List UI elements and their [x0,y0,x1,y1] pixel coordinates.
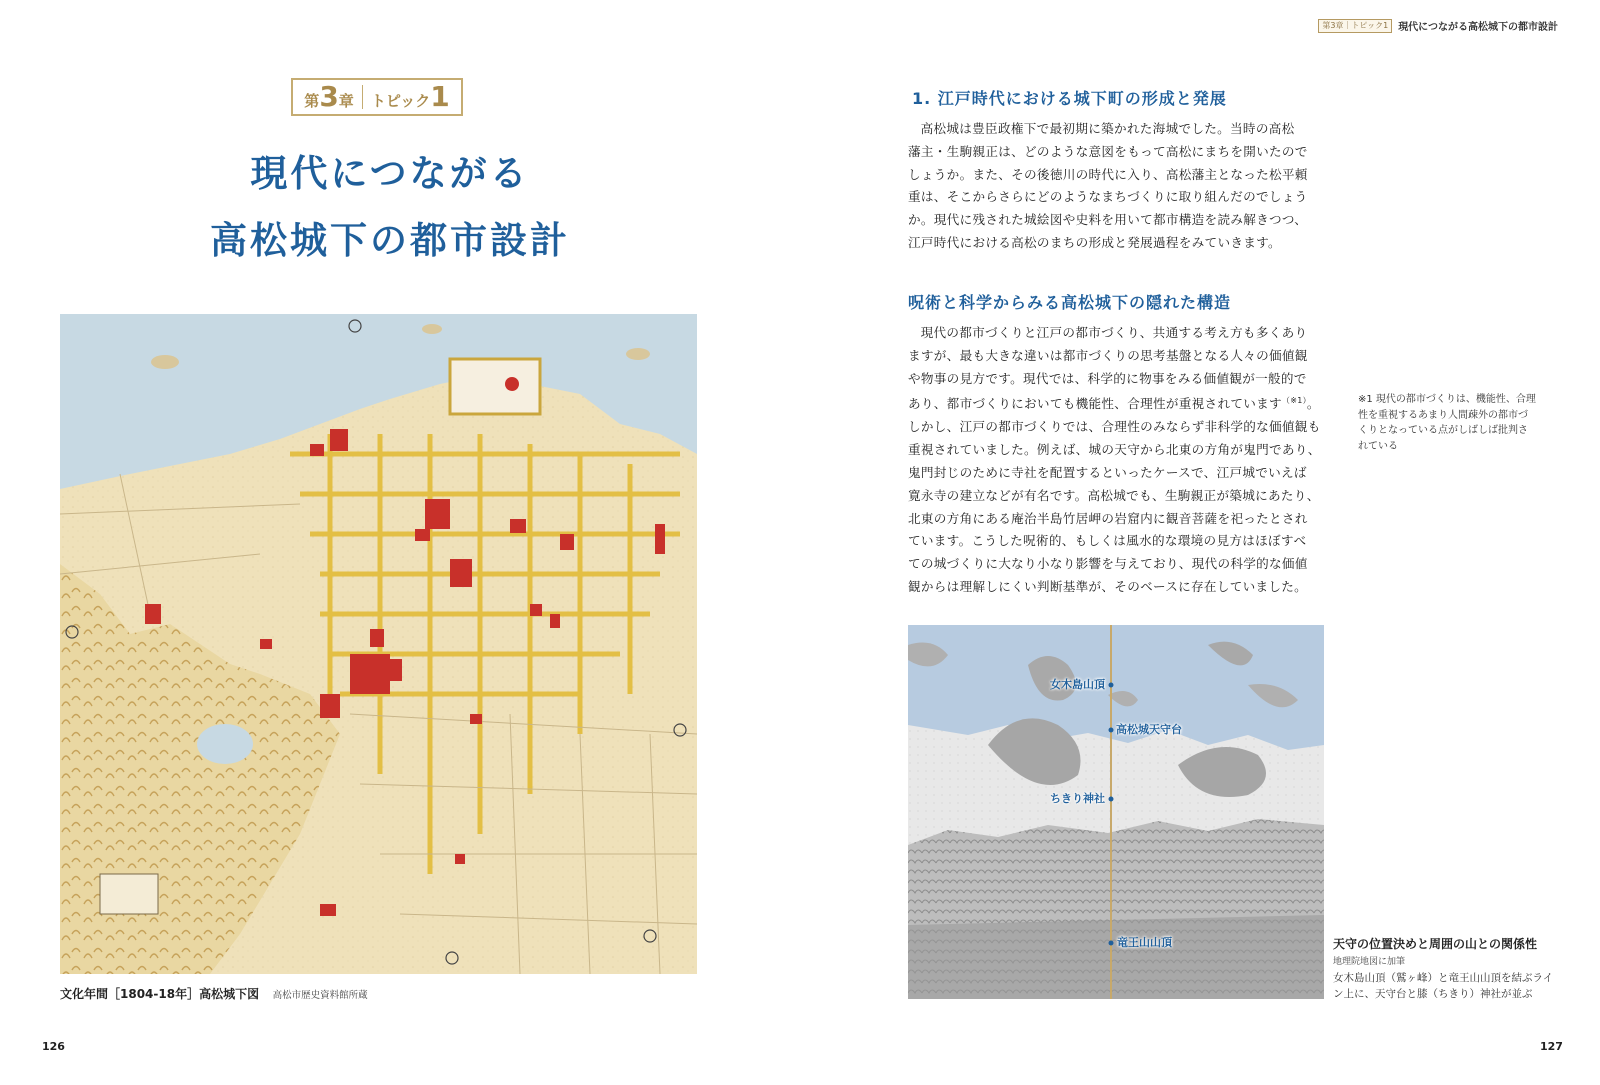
running-header-title: 現代につながる高松城下の都市設計 [1398,22,1558,33]
section1-line: 重は、そこからさらにどのようなまちづくりに取り組んだのでしょう [908,189,1308,205]
map-label-castle-tenshudai: 高松城天守台 [1116,723,1182,736]
chapter-group [304,80,354,113]
section2-body [908,322,1324,599]
page-title-line-2: 高松城下の都市設計 [210,219,570,262]
running-header [1318,18,1558,33]
page-title [160,140,620,274]
topic-group [370,80,450,113]
relief-map-image [908,625,1324,999]
section2-line: や物事の見方です。現代では、科学的に物事をみる価値観が一般的で [908,370,1307,386]
castle-town-map-image [60,314,697,974]
section1-line: 高松城は豊臣政権下で最初期に築かれた海城でした。当時の高松 [920,121,1295,136]
footnote-line: ※1 現代の都市づくりは、機能性、合理 [1358,394,1536,405]
running-header-badge: 第3章｜トピック1 [1318,19,1392,33]
footnote [1358,392,1558,454]
topic-number: 1 [430,80,450,113]
section1-line: か。現代に残された城絵図や史料を用いて都市構造を読み解きつつ、 [908,212,1308,228]
section2-line: 寛永寺の建立などが有名です。高松城でも、生駒親正が築城にあたり、 [908,487,1320,503]
footnote-line: 性を重視するあまり人間疎外の都市づ [1358,409,1528,421]
page-number-left: 126 [42,1040,65,1053]
section2-line: 現代の都市づくりと江戸の都市づくり、共通する考え方も多くあり [920,325,1308,340]
relief-caption-title: 天守の位置決めと周囲の山との関係性 [1333,937,1538,951]
relief-map-caption [1333,935,1563,1002]
footnote-line: れている [1358,440,1398,452]
chapter-number: 3 [319,80,339,113]
chapter-label-divider [362,85,363,109]
section1-line: 江戸時代における高松のまちの形成と発展過程をみていきます。 [908,234,1281,250]
topic-label: トピック [370,92,431,110]
relief-caption-credit: 地理院地図に加筆 [1333,957,1406,967]
map-label-megijima-summit: 女木島山頂 [1050,678,1105,691]
section1-line: しょうか。また、その後徳川の時代に入り、高松藩主となった松平頼 [908,166,1308,182]
section2-heading: 呪術と科学からみる高松城下の隠れた構造 [908,293,1232,312]
map-caption-credit: 高松市歴史資料館所蔵 [272,990,368,1001]
section2-line: 北東の方角にある庵治半島竹居岬の岩窟内に観音菩薩を祀ったとされ [908,510,1308,526]
section2-line: 鬼門封じのために寺社を配置するといったケースで、江戸城でいえば [908,464,1307,480]
section1-body [908,118,1324,255]
chapter-suffix: 章 [338,92,354,110]
footnote-reference: （※1） [1281,396,1307,406]
section2-line: 観からは理解しにくい判断基準が、そのベースに存在していました。 [908,578,1308,594]
section2-line-text: あり、都市づくりにおいても機能性、合理性が重視されています [908,396,1282,412]
section2-line: ています。こうした呪術的、もしくは風水的な環境の見方はほぼすべ [908,533,1307,549]
section2-line: ますが、最も大きな違いは都市づくりの思考基盤となる人々の価値観 [908,347,1308,363]
section2-line-end: 。 [1306,396,1320,412]
section1-heading: 1. 江戸時代における城下町の形成と発展 [912,89,1227,108]
chapter-label [291,78,463,116]
relief-caption-description [1333,970,1563,1002]
relief-map-drawing [908,625,1324,999]
page-title-line-1: 現代につながる [250,152,530,195]
section2-line: しかし、江戸の都市づくりでは、合理性のみならず非科学的な価値観も [908,419,1321,435]
map-label-chikiri-shrine: ちきり神社 [1050,792,1105,805]
chapter-prefix: 第 [304,92,320,110]
section1-line: 藩主・生駒親正は、どのような意図をもって高松にまちを開いたので [908,143,1308,159]
section2-line: ての城づくりに大なり小なり影響を与えており、現代の科学的な価値 [908,556,1308,572]
footnote-line: くりとなっている点がしばしば批判さ [1358,425,1528,436]
map-label-ryuo-summit: 竜王山山頂 [1117,936,1172,949]
section2-line [908,390,1324,416]
page-number-right: 127 [1540,1040,1563,1053]
map-caption-title: 文化年間［1804-18年］高松城下図 [60,987,260,1001]
relief-caption-line: ン上に、天守台と膝（ちきり）神社が並ぶ [1333,988,1533,1000]
map-caption [60,985,368,1002]
section2-line: 重視されていました。例えば、城の天守から北東の方角が鬼門であり、 [908,442,1321,458]
relief-caption-line: 女木島山頂（鷲ヶ峰）と竜王山山頂を結ぶライ [1333,972,1554,984]
castle-town-map-drawing [60,314,697,974]
